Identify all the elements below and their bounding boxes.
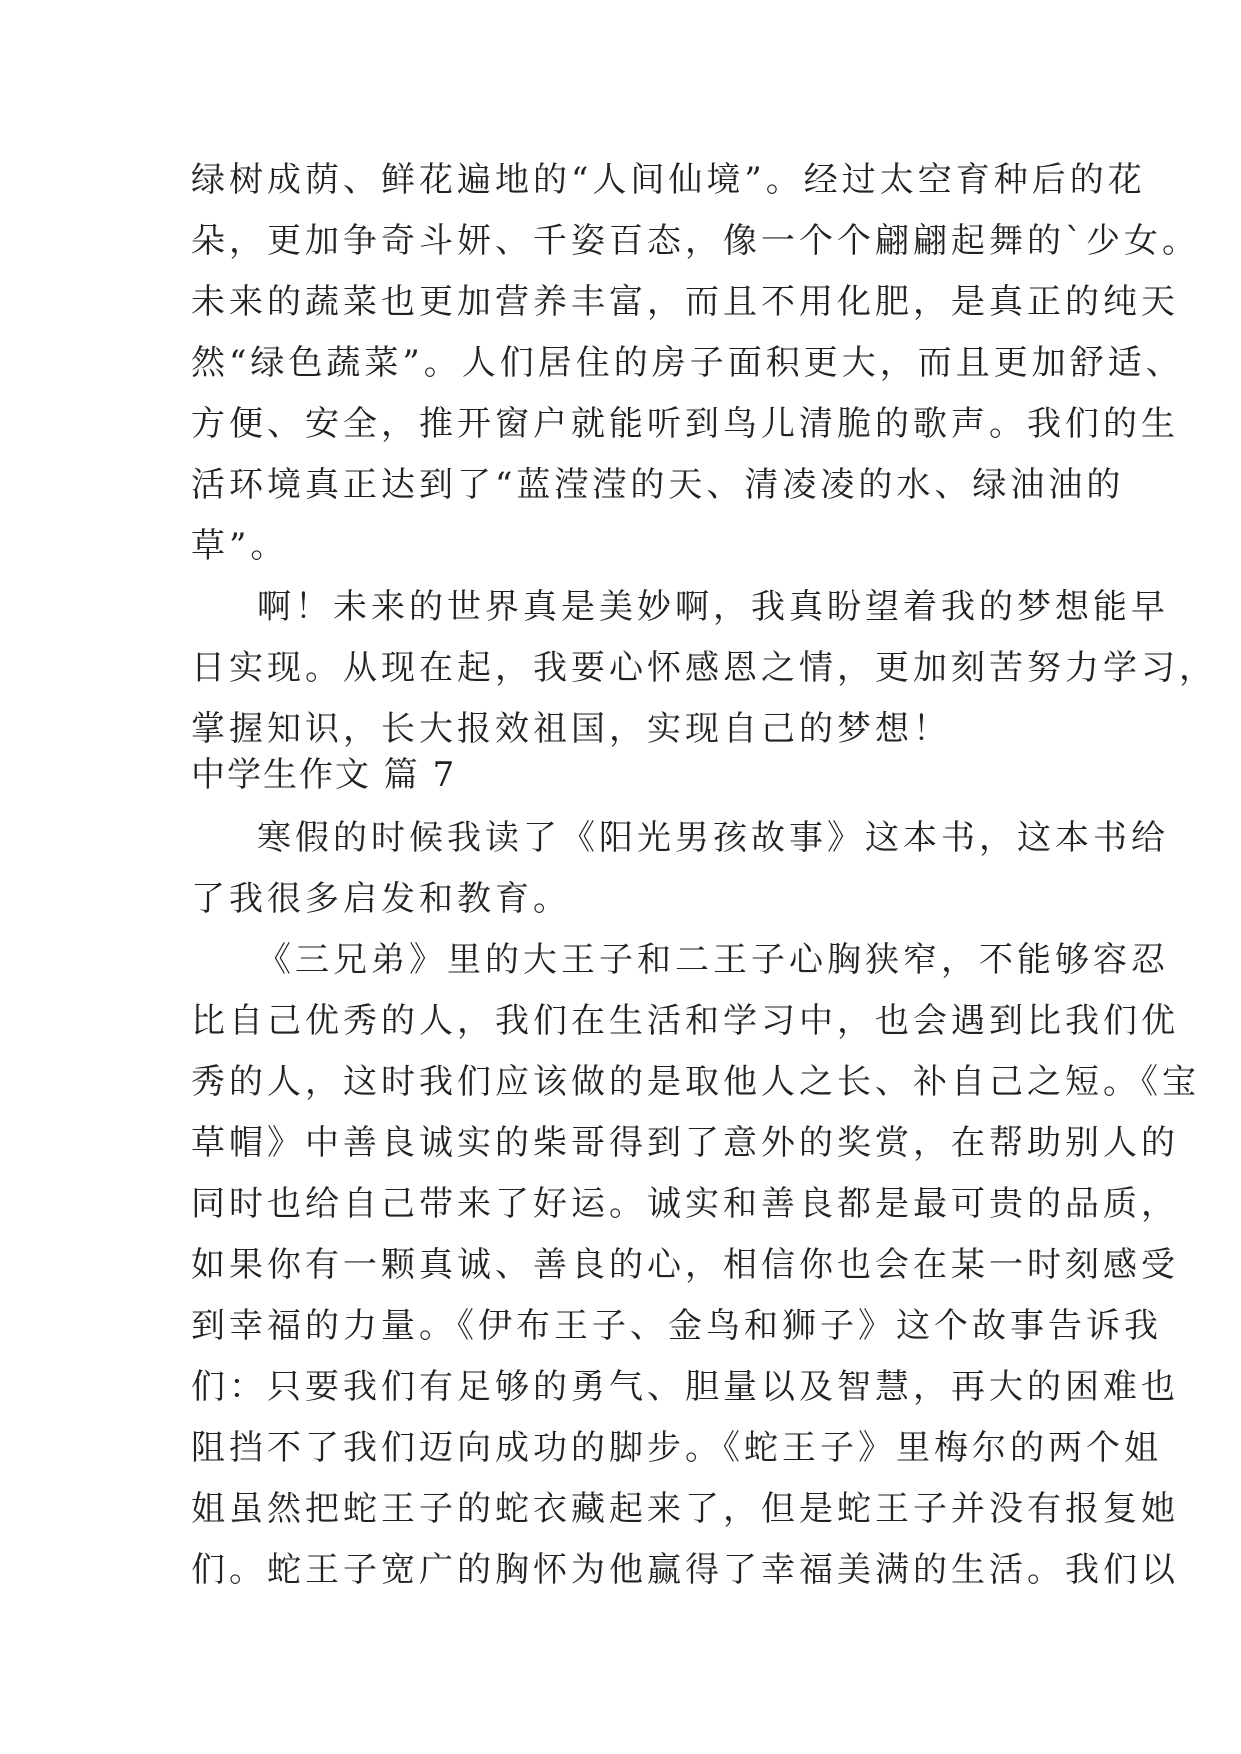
text-line: 们。蛇王子宽广的胸怀为他赢得了幸福美满的生活。我们以: [191, 1550, 1179, 1590]
text-line: 们：只要我们有足够的勇气、胆量以及智慧，再大的困难也: [191, 1367, 1179, 1407]
text-line: 同时也给自己带来了好运。诚实和善良都是最可贵的品质，: [191, 1184, 1179, 1224]
text-line: 草”。: [191, 526, 289, 566]
section-title: 中学生作文 篇 7: [191, 755, 457, 795]
text-line: 《三兄弟》里的大王子和二王子心胸狭窄，不能够容忍: [257, 940, 1169, 980]
text-line: 活环境真正达到了“蓝滢滢的天、清凌凌的水、绿油油的: [191, 465, 1125, 505]
text-line: 方便、安全，推开窗户就能听到鸟儿清脆的歌声。我们的生: [191, 404, 1179, 444]
text-line: 掌握知识，长大报效祖国，实现自己的梦想！: [191, 709, 951, 749]
text-line: 啊！未来的世界真是美妙啊，我真盼望着我的梦想能早: [257, 587, 1169, 627]
text-line: 草帽》中善良诚实的柴哥得到了意外的奖赏，在帮助别人的: [191, 1123, 1179, 1163]
text-line: 然“绿色蔬菜”。人们居住的房子面积更大，而且更加舒适、: [191, 343, 1184, 383]
text-line: 比自己优秀的人，我们在生活和学习中，也会遇到比我们优: [191, 1001, 1179, 1041]
text-line: 绿树成荫、鲜花遍地的“人间仙境”。经过太空育种后的花: [191, 160, 1146, 200]
text-line: 朵，更加争奇斗妍、千姿百态，像一个个翩翩起舞的`少女。: [191, 221, 1200, 261]
text-line: 如果你有一颗真诚、善良的心，相信你也会在某一时刻感受: [191, 1245, 1179, 1285]
text-line: 日实现。从现在起，我要心怀感恩之情，更加刻苦努力学习，: [191, 648, 1217, 688]
text-line: 秀的人，这时我们应该做的是取他人之长、补自己之短。《宝: [191, 1062, 1200, 1102]
text-line: 未来的蔬菜也更加营养丰富，而且不用化肥，是真正的纯天: [191, 282, 1179, 322]
text-line: 姐虽然把蛇王子的蛇衣藏起来了，但是蛇王子并没有报复她: [191, 1489, 1179, 1529]
text-line: 阻挡不了我们迈向成功的脚步。《蛇王子》里梅尔的两个姐: [191, 1428, 1162, 1468]
text-line: 到幸福的力量。《伊布王子、金鸟和狮子》这个故事告诉我: [191, 1306, 1162, 1346]
text-line: 了我很多启发和教育。: [191, 879, 571, 919]
text-line: 寒假的时候我读了《阳光男孩故事》这本书，这本书给: [257, 818, 1169, 858]
